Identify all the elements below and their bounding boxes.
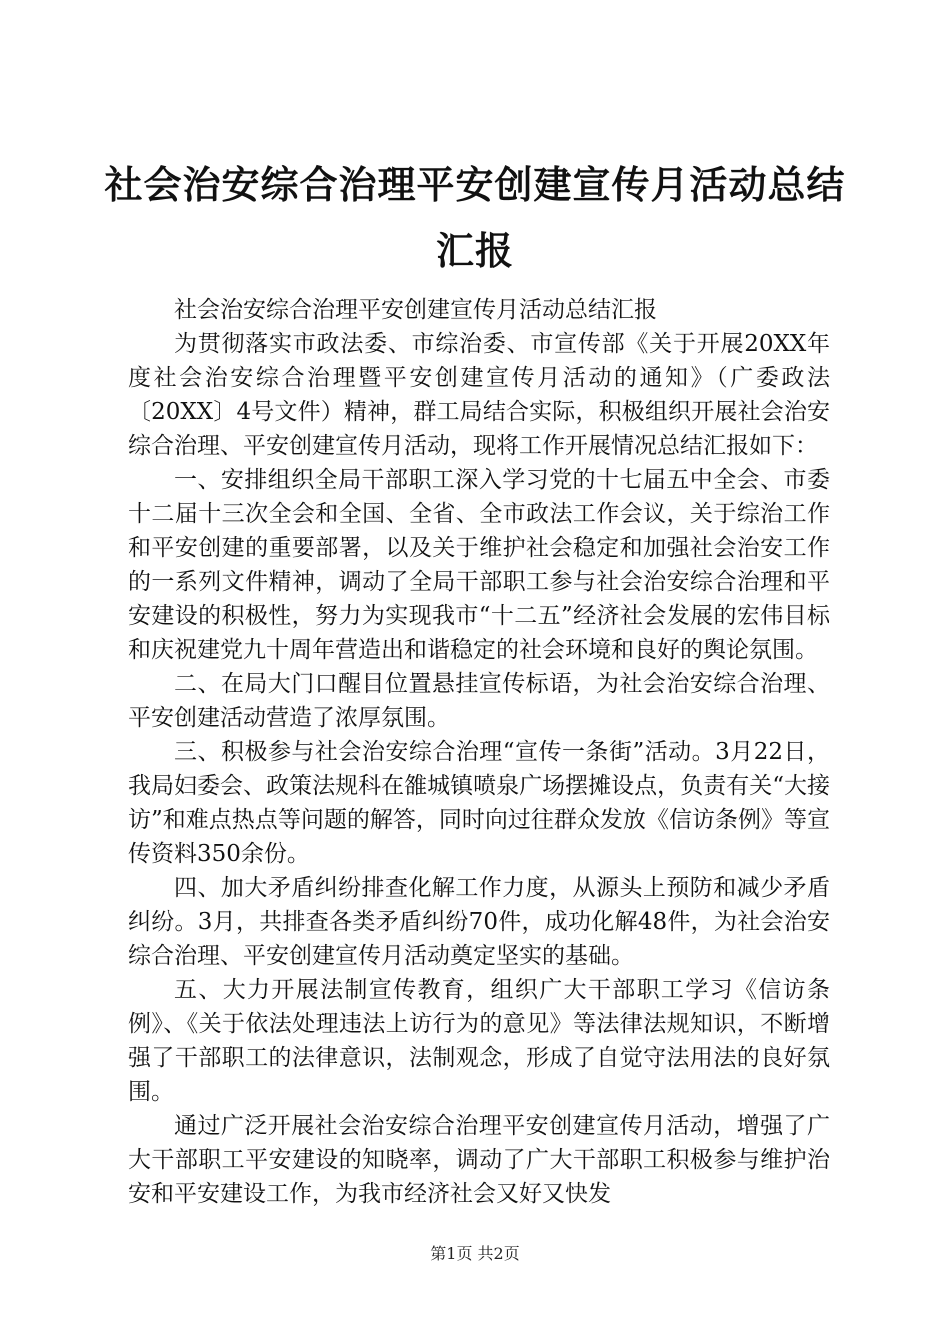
- document-title: 社会治安综合治理平安创建宣传月活动总结汇报: [104, 162, 846, 273]
- paragraph-conclusion: 通过广泛开展社会治安综合治理平安创建宣传月活动，增强了广大干部职工平安建设的知晓率，调动了广大干部职工积极参与维护治安和平安建设工作，为我市经济社会又好又快发: [128, 1113, 830, 1207]
- document-body: [128, 293, 830, 1211]
- document-subtitle: 社会治安综合治理平安创建宣传月活动总结汇报: [174, 297, 657, 323]
- paragraph-item-3: 三、积极参与社会治安综合治理“宣传一条街”活动。3月22日，我局妇委会、政策法规科在雒城镇喷泉广场摆摊设点，负责有关“大接访”和难点热点等问题的解答，同时向过往群众发放《信访条例》等宣传资料350余份。: [128, 739, 830, 867]
- paragraph-item-5: 五、大力开展法制宣传教育，组织广大干部职工学习《信访条例》、《关于依法处理违法上访行为的意见》等法律法规知识，不断增强了干部职工的法律意识，法制观念，形成了自觉守法用法的良好氛围。: [128, 977, 830, 1105]
- page-footer: 第1页 共2页: [430, 1244, 520, 1263]
- paragraph-item-2: 二、在局大门口醒目位置悬挂宣传标语，为社会治安综合治理、平安创建活动营造了浓厚氛围。: [128, 671, 830, 731]
- paragraph-item-1: 一、安排组织全局干部职工深入学习党的十七届五中全会、市委十二届十三次全会和全国、全省、全市政法工作会议，关于综治工作和平安创建的重要部署，以及关于维护社会稳定和加强社会治安工作的一系列文件精神，调动了全局干部职工参与社会治安综合治理和平安建设的积极性，努力为实现我市“十二五”经济社会发展的宏伟目标和庆祝建党九十周年营造出和谐稳定的社会环境和良好的舆论氛围。: [128, 467, 830, 663]
- paragraph-intro: 为贯彻落实市政法委、市综治委、市宣传部《关于开展20XX年度社会治安综合治理暨平安创建宣传月活动的通知》（广委政法〔20XX〕4号文件）精神，群工局结合实际，积极组织开展社会治安综合治理、平安创建宣传月活动，现将工作开展情况总结汇报如下：: [128, 331, 830, 459]
- paragraph-item-4: 四、加大矛盾纠纷排查化解工作力度，从源头上预防和减少矛盾纠纷。3月，共排查各类矛盾纠纷70件，成功化解48件，为社会治安综合治理、平安创建宣传月活动奠定坚实的基础。: [128, 875, 830, 969]
